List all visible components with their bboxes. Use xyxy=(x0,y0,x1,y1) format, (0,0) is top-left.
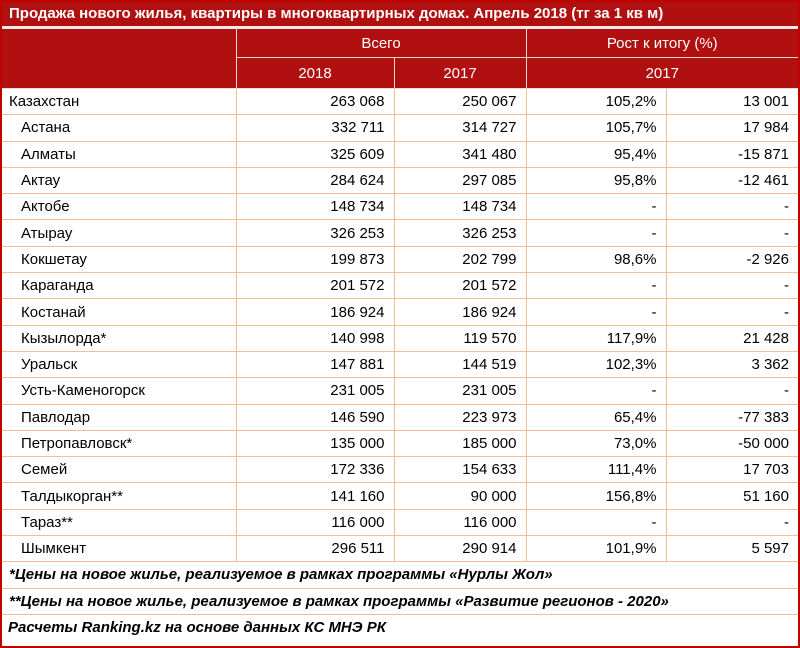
region-cell: Шымкент xyxy=(2,536,236,562)
diff-cell: - xyxy=(666,509,798,535)
value-2018-cell: 284 624 xyxy=(236,167,394,193)
value-2018-cell: 199 873 xyxy=(236,246,394,272)
growth-pct-cell: 102,3% xyxy=(526,351,666,377)
housing-prices-table xyxy=(2,29,798,615)
region-cell: Уральск xyxy=(2,351,236,377)
value-2018-cell: 326 253 xyxy=(236,220,394,246)
value-2017-cell: 326 253 xyxy=(394,220,526,246)
year-2017-header: 2017 xyxy=(394,58,526,89)
table-row xyxy=(2,404,798,430)
growth-pct-cell: 101,9% xyxy=(526,536,666,562)
value-2017-cell: 201 572 xyxy=(394,273,526,299)
growth-pct-cell: - xyxy=(526,299,666,325)
total-group-header: Всего xyxy=(236,29,526,58)
growth-pct-cell: 105,2% xyxy=(526,89,666,115)
value-2018-cell: 116 000 xyxy=(236,509,394,535)
value-2017-cell: 314 727 xyxy=(394,115,526,141)
value-2017-cell: 90 000 xyxy=(394,483,526,509)
region-cell: Казахстан xyxy=(2,89,236,115)
table-row xyxy=(2,299,798,325)
region-cell: Кокшетау xyxy=(2,246,236,272)
growth-pct-cell: 95,8% xyxy=(526,167,666,193)
value-2017-cell: 223 973 xyxy=(394,404,526,430)
value-2018-cell: 201 572 xyxy=(236,273,394,299)
footnote-nurly-zhol: *Цены на новое жилье, реализуемое в рамках программы «Нурлы Жол» xyxy=(2,562,798,588)
value-2017-cell: 290 914 xyxy=(394,536,526,562)
footnote-row xyxy=(2,562,798,588)
region-cell: Тараз** xyxy=(2,509,236,535)
region-cell: Семей xyxy=(2,457,236,483)
region-cell: Павлодар xyxy=(2,404,236,430)
diff-cell: -50 000 xyxy=(666,430,798,456)
value-2017-cell: 250 067 xyxy=(394,89,526,115)
diff-cell: 3 362 xyxy=(666,351,798,377)
table-row xyxy=(2,509,798,535)
footnote-row xyxy=(2,588,798,614)
header-group-row xyxy=(2,29,798,58)
table-row xyxy=(2,483,798,509)
value-2018-cell: 296 511 xyxy=(236,536,394,562)
table-body xyxy=(2,89,798,562)
table-row xyxy=(2,536,798,562)
growth-pct-cell: 65,4% xyxy=(526,404,666,430)
value-2017-cell: 297 085 xyxy=(394,167,526,193)
value-2018-cell: 332 711 xyxy=(236,115,394,141)
value-2018-cell: 140 998 xyxy=(236,325,394,351)
value-2017-cell: 186 924 xyxy=(394,299,526,325)
region-cell: Костанай xyxy=(2,299,236,325)
growth-pct-cell: - xyxy=(526,509,666,535)
region-cell: Алматы xyxy=(2,141,236,167)
value-2018-cell: 172 336 xyxy=(236,457,394,483)
growth-pct-cell: 95,4% xyxy=(526,141,666,167)
region-cell: Актобе xyxy=(2,194,236,220)
growth-group-header: Рост к итогу (%) xyxy=(526,29,798,58)
value-2018-cell: 147 881 xyxy=(236,351,394,377)
value-2017-cell: 341 480 xyxy=(394,141,526,167)
diff-cell: 21 428 xyxy=(666,325,798,351)
diff-cell: - xyxy=(666,378,798,404)
table-row xyxy=(2,89,798,115)
growth-pct-cell: - xyxy=(526,194,666,220)
table-title: Продажа нового жилья, квартиры в многоквартирных домах. Апрель 2018 (тг за 1 кв м) xyxy=(2,2,798,29)
table-row xyxy=(2,351,798,377)
table-row xyxy=(2,220,798,246)
diff-cell: 17 984 xyxy=(666,115,798,141)
diff-cell: 13 001 xyxy=(666,89,798,115)
value-2018-cell: 186 924 xyxy=(236,299,394,325)
table-row xyxy=(2,430,798,456)
table-row xyxy=(2,273,798,299)
growth-pct-cell: 105,7% xyxy=(526,115,666,141)
diff-cell: -77 383 xyxy=(666,404,798,430)
table-row xyxy=(2,246,798,272)
diff-cell: -15 871 xyxy=(666,141,798,167)
table-row xyxy=(2,141,798,167)
table-notes xyxy=(2,562,798,615)
table-row xyxy=(2,115,798,141)
growth-pct-cell: - xyxy=(526,378,666,404)
year-2018-header: 2018 xyxy=(236,58,394,89)
diff-cell: 5 597 xyxy=(666,536,798,562)
table-row xyxy=(2,378,798,404)
region-cell: Петропавловск* xyxy=(2,430,236,456)
value-2017-cell: 154 633 xyxy=(394,457,526,483)
value-2017-cell: 148 734 xyxy=(394,194,526,220)
table-row xyxy=(2,325,798,351)
diff-cell: - xyxy=(666,273,798,299)
table-row xyxy=(2,167,798,193)
value-2018-cell: 146 590 xyxy=(236,404,394,430)
region-cell: Астана xyxy=(2,115,236,141)
value-2018-cell: 148 734 xyxy=(236,194,394,220)
value-2018-cell: 325 609 xyxy=(236,141,394,167)
table-row xyxy=(2,457,798,483)
diff-cell: - xyxy=(666,194,798,220)
footnote-regions-2020: **Цены на новое жилье, реализуемое в рамках программы «Развитие регионов - 2020» xyxy=(2,588,798,614)
diff-cell: 17 703 xyxy=(666,457,798,483)
table-row xyxy=(2,194,798,220)
region-cell: Атырау xyxy=(2,220,236,246)
region-cell: Актау xyxy=(2,167,236,193)
value-2018-cell: 263 068 xyxy=(236,89,394,115)
value-2018-cell: 231 005 xyxy=(236,378,394,404)
growth-pct-cell: 117,9% xyxy=(526,325,666,351)
value-2017-cell: 231 005 xyxy=(394,378,526,404)
region-cell: Кызылорда* xyxy=(2,325,236,351)
growth-pct-cell: 156,8% xyxy=(526,483,666,509)
growth-year-header: 2017 xyxy=(526,58,798,89)
value-2017-cell: 119 570 xyxy=(394,325,526,351)
table-header xyxy=(2,29,798,89)
region-cell: Караганда xyxy=(2,273,236,299)
growth-pct-cell: 73,0% xyxy=(526,430,666,456)
growth-pct-cell: - xyxy=(526,273,666,299)
growth-pct-cell: 111,4% xyxy=(526,457,666,483)
diff-cell: -2 926 xyxy=(666,246,798,272)
region-cell: Талдыкорган** xyxy=(2,483,236,509)
value-2017-cell: 185 000 xyxy=(394,430,526,456)
diff-cell: 51 160 xyxy=(666,483,798,509)
source-line: Расчеты Ranking.kz на основе данных КС МНЭ РК xyxy=(8,618,386,636)
value-2017-cell: 144 519 xyxy=(394,351,526,377)
value-2018-cell: 141 160 xyxy=(236,483,394,509)
diff-cell: - xyxy=(666,299,798,325)
growth-pct-cell: - xyxy=(526,220,666,246)
region-cell: Усть-Каменогорск xyxy=(2,378,236,404)
value-2017-cell: 202 799 xyxy=(394,246,526,272)
growth-pct-cell: 98,6% xyxy=(526,246,666,272)
diff-cell: -12 461 xyxy=(666,167,798,193)
value-2018-cell: 135 000 xyxy=(236,430,394,456)
region-column-header xyxy=(2,29,236,89)
value-2017-cell: 116 000 xyxy=(394,509,526,535)
diff-cell: - xyxy=(666,220,798,246)
